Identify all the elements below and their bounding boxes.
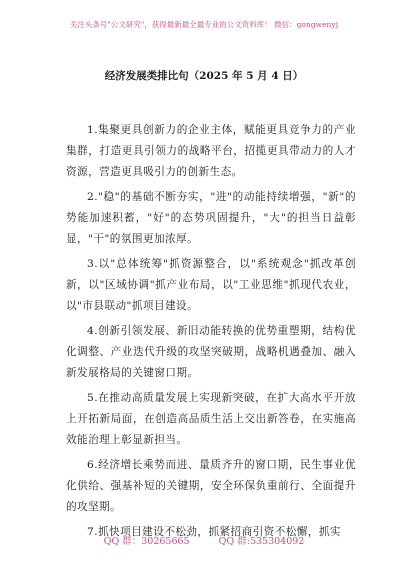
footer-qq-groups [0, 533, 408, 547]
paragraph-4: 4.创新引领发展、新旧动能转换的优势重塑期，结构优化调整、产业迭代升级的攻坚突破期，战略机遇叠加、融入新发展格局的关键窗口期。 [66, 324, 356, 379]
footer-qq-group-2: QQ 群:535304092 [218, 536, 305, 547]
document-body [66, 120, 356, 547]
paragraph-1: 1.集聚更具创新力的企业主体，赋能更具竞争力的产业集群，打造更具引领力的战略平台，招揽更具带动力的人才资源，营造更具吸引力的创新生态。 [66, 124, 356, 178]
paragraph-7: 7.抓快项目建设不松劲，抓紧招商引资不松懈，抓实 [87, 525, 341, 538]
paragraph-2: 2."稳"的基础不断夯实，"进"的动能持续增强，"新"的势能加速积蓄，"好"的态势巩固提升，"大"的担当日益彰显，"干"的氛围更加浓厚。 [66, 190, 356, 245]
paragraph-3: 3.以"总体统筹"抓资源整合，以"系统观念"抓改革创新，以"区域协调"抓产业布局，以"工业思维"抓现代农业，以"市县联动"抓项目建设。 [66, 257, 356, 312]
paragraph-5: 5.在推动高质量发展上实现新突破，在扩大高水平开放上开拓新局面，在创造高品质生活上交出新答卷，在实施高效能治理上彰显新担当。 [66, 391, 356, 446]
footer-qq-group-1: QQ 群：30265665 [103, 536, 190, 547]
document-title: 经济发展类排比句（2025 年 5 月 4 日） [104, 70, 304, 82]
paragraph-6: 6.经济增长乘势而进、量质齐升的窗口期，民生事业优化供给、强基补短的关键期，安全环保负重前行、全面提升的攻坚期。 [66, 458, 356, 513]
header-note: 关注头条号"公文研究"，获得最新最全最专业的公文资料库！ 微信：gongwenyj [69, 20, 339, 29]
